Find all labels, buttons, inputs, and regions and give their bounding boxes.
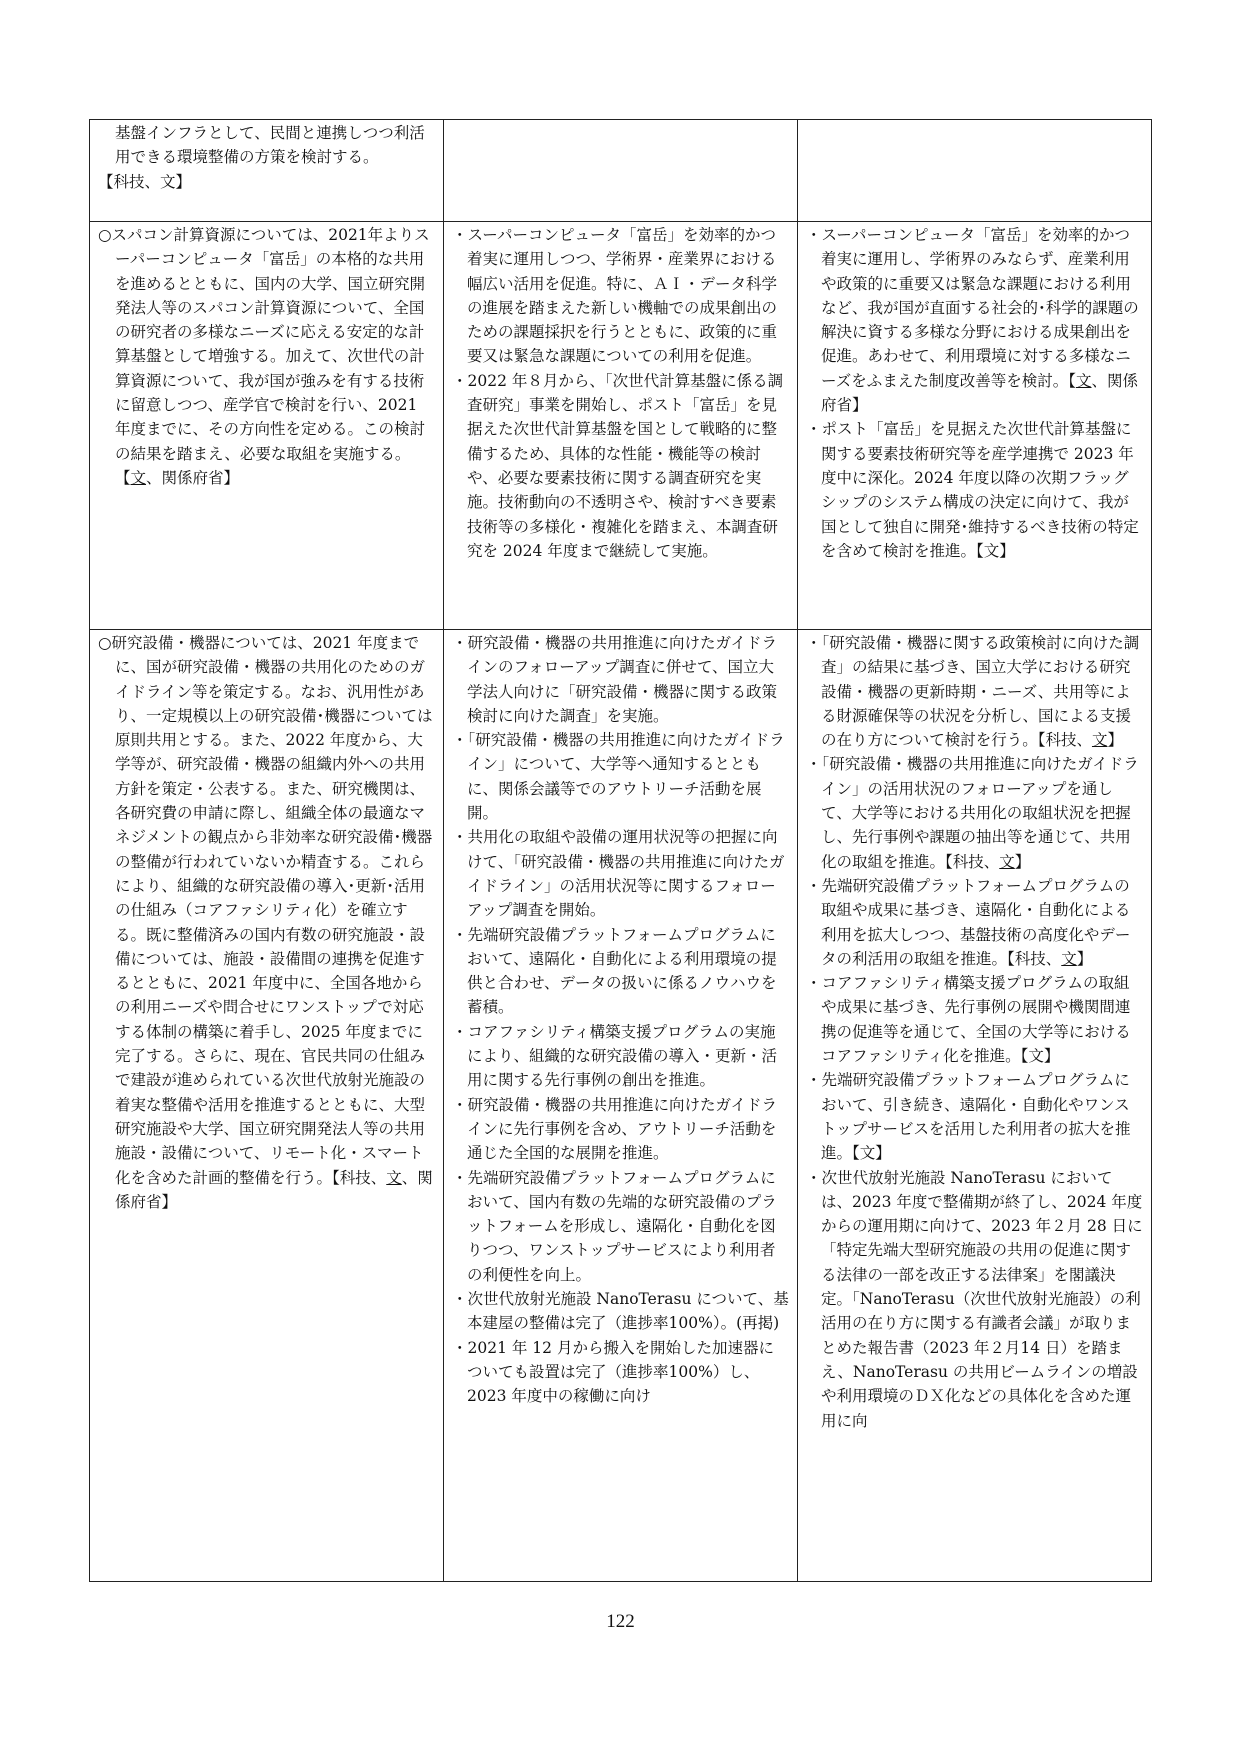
next-step-bullet: ・コアファシリティ構築支援プログラムの取組や成果に基づき、先行事例の展開や機関間連携の促進等を通じて、全国の大学等におけるコアファシリティ化を推進。【文】	[806, 974, 1131, 1066]
next-step-bullet: ・先端研究設備プラットフォームプログラムにおいて、引き続き、遠隔化・自動化やワンストップサービスを活用した利用者の拡大を推進。【文】	[806, 1071, 1131, 1163]
next-step-bullet: ・先端研究設備プラットフォームプログラムの取組や成果に基づき、遠隔化・自動化による利用を拡大しつつ、基盤技術の高度化やデータの利活用の取組を推進。【科技、文】	[806, 876, 1131, 968]
progress-bullet: ・次世代放射光施設 NanoTerasu について、基本建屋の整備は完了（進捗率100%）。(再掲)	[452, 1290, 789, 1333]
next-step-cell	[798, 630, 1152, 1582]
plan-cell	[90, 120, 444, 222]
policy-progress-table	[89, 119, 1152, 1582]
page-number: 122	[606, 1611, 635, 1632]
progress-bullet: ・先端研究設備プラットフォームプログラムにおいて、遠隔化・自動化による利用環境の提供と合わせ、データの扱いに係るノウハウを蓄積。	[452, 925, 777, 1017]
next-step-bullet: ・スーパーコンピュータ「富岳」を効率的かつ着実に運用し、学術界のみならず、産業利用や政策的に重要又は緊急な課題における利用など、我が国が直面する社会的･科学的課題の解決に資する多様な分野における成果創出を促進。あわせて、利用環境に対する多様なニーズをふまえた制度改善等を検討。【文、関係府省】	[806, 226, 1139, 415]
progress-bullet: ・2022 年８月から、「次世代計算基盤に係る調査研究」事業を開始し、ポスト「富岳」を見据えた次世代計算基盤を国として戦略的に整備するため、具体的な性能・機能等の検討や、必要な要素技術に関する調査研究を実施。技術動向の不透明さや、検討すべき要素技術等の多様化・複雑化を踏まえ、本調査研究を 2024 年度まで継続して実施。	[452, 371, 784, 560]
plan-tag: 【科技、文】	[98, 172, 192, 191]
progress-bullet: ・「研究設備・機器の共用推進に向けたガイドライン」について、大学等へ通知するとともに、関係会議等でのアウトリーチ活動を展開。	[452, 731, 785, 823]
plan-cell	[90, 630, 444, 1582]
progress-bullet: ・研究設備・機器の共用推進に向けたガイドラインに先行事例を含め、アウトリーチ活動を通じた全国的な展開を推進。	[452, 1095, 778, 1163]
next-step-bullet: ・「研究設備・機器に関する政策検討に向けた調査」の結果に基づき、国立大学における研究設備・機器の更新時期・ニーズ、共用等による財源確保等の状況を分析し、国による支援の在り方について検討を行う。【科技、文】	[806, 634, 1140, 750]
next-step-cell	[798, 222, 1152, 630]
next-step-bullet: ・ポスト「富岳」を見据えた次世代計算基盤に関する要素技術研究等を産学連携で 2023 年度中に深化。2024 年度以降の次期フラッグシップのシステム構成の決定に向けて、我が国として独自に開発･維持するべき技術の特定を含めて検討を推進。【文】	[806, 420, 1139, 560]
progress-bullet: ・研究設備・機器の共用推進に向けたガイドラインのフォローアップ調査に併せて、国立大学法人向けに「研究設備・機器に関する政策検討に向けた調査」を実施。	[452, 634, 778, 725]
progress-cell	[444, 222, 798, 630]
plan-cell	[90, 222, 444, 630]
progress-bullet: ・先端研究設備プラットフォームプログラムにおいて、国内有数の先端的な研究設備のプラットフォームを形成し、遠隔化・自動化を図りつつ、ワンストップサービスにより利用者の利便性を向上。	[452, 1168, 777, 1284]
next-step-bullet: ・次世代放射光施設 NanoTerasu においては、2023 年度で整備期が終了し、2024 年度からの運用期に向けて、2023 年２月 28 日に「特定先端大型研究施設の共用の促進に関する法律の一部を改正する法律案」を閣議決定。「NanoTerasu（次世代放射光施設）の利活用の在り方に関する有識者会議」が取りまとめた報告書（2023 年２月14 日）を踏まえ、NanoTerasu の共用ビームラインの増設や利用環境のＤＸ化などの具体化を含めた運用に向	[806, 1168, 1143, 1430]
progress-bullet: ・共用化の取組や設備の運用状況等の把握に向けて、「研究設備・機器の共用推進に向けたガイドライン」の活用状況等に関するフォローアップ調査を開始。	[452, 828, 785, 920]
next-step-cell	[798, 120, 1152, 222]
table-row	[90, 222, 1152, 630]
table-row	[90, 120, 1152, 222]
plan-item: ○スパコン計算資源については、2021年よりスーパーコンピュータ「富岳」の本格的な共用を進めるとともに、国内の大学、国立研究開発法人等のスパコン計算資源について、全国の研究者の多様なニーズに応える安定的な計算基盤として増強する。加えて、次世代の計算資源について、我が国が強みを有する技術に留意しつつ、産学官で検討を行い、2021 年度までに、その方向性を定める。この検討の結果を踏まえ、必要な取組を実施する。【文、関係府省】	[98, 226, 430, 487]
plan-text: 基盤インフラとして、民間と連携しつつ利活用できる環境整備の方策を検討する。	[115, 124, 425, 167]
progress-cell	[444, 630, 798, 1582]
plan-item: ○研究設備・機器については、2021 年度までに、国が研究設備・機器の共用化のためのガイドライン等を策定する。なお、汎用性があり、一定規模以上の研究設備･機器については原則共用とする。また、2022 年度から、大学等が、研究設備・機器の組織内外への共用方針を策定・公表する。また、研究機関は、各研究費の申請に際し、組織全体の最適なマネジメントの観点から非効率な研究設備･機器の整備が行われていないか精査する。これらにより、組織的な研究設備の導入･更新･活用の仕組み（コアファシリティ化）を確立する。既に整備済みの国内有数の研究施設・設備については、施設・設備間の連携を促進するとともに、2021 年度中に、全国各地からの利用ニーズや問合せにワンストップで対応する体制の構築に着手し、2025 年度までに完了する。さらに、現在、官民共同の仕組みで建設が進められている次世代放射光施設の着実な整備や活用を推進するとともに、大型研究施設や大学、国立研究開発法人等の共用施設・設備について、リモート化・スマート化を含めた計画的整備を行う。【科技、文、関係府省】	[98, 634, 433, 1211]
progress-bullet: ・スーパーコンピュータ「富岳」を効率的かつ着実に運用しつつ、学術界・産業界における幅広い活用を促進。特に、ＡＩ・データ科学の進展を踏まえた新しい機軸での成果創出のための課題採択を行うとともに、政策的に重要又は緊急な課題についての利用を促進。	[452, 226, 778, 366]
progress-bullet: ・2021 年 12 月から搬入を開始した加速器についても設置は完了（進捗率100%）し、2023 年度中の稼働に向け	[452, 1338, 774, 1406]
next-step-bullet: ・「研究設備・機器の共用推進に向けたガイドライン」の活用状況のフォローアップを通して、大学等における共用化の取組状況を把握し、先行事例や課題の抽出等を通じて、共用化の取組を推進。【科技、文】	[806, 755, 1139, 871]
progress-bullet: ・コアファシリティ構築支援プログラムの実施により、組織的な研究設備の導入・更新・活用に関する先行事例の創出を推進。	[452, 1022, 778, 1090]
progress-cell	[444, 120, 798, 222]
table-row	[90, 630, 1152, 1582]
